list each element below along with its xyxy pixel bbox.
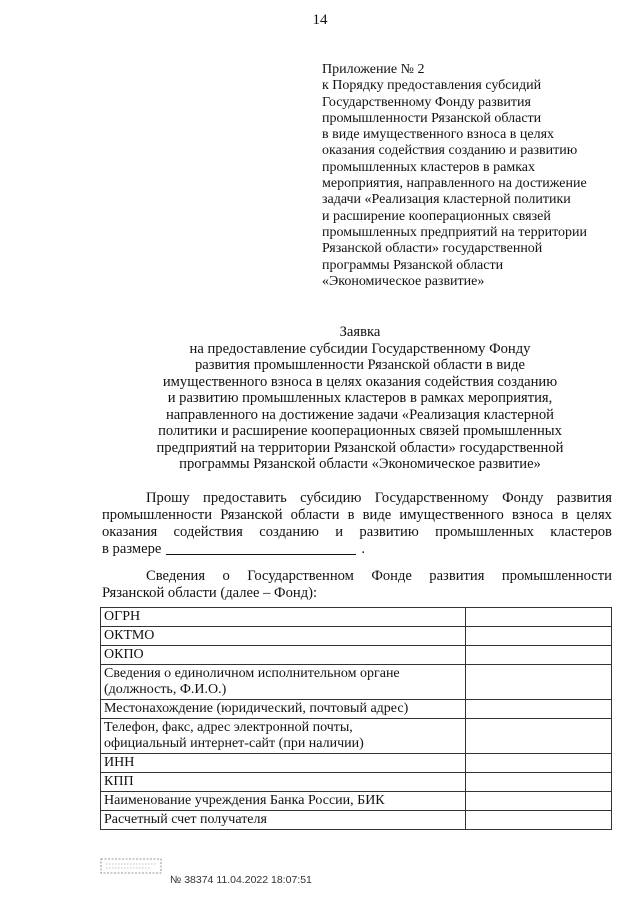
word: Рязанской xyxy=(220,507,283,523)
row-label xyxy=(101,627,466,646)
word: Сведения xyxy=(146,568,206,584)
info-line-2: Рязанской области (далее – Фонд): xyxy=(102,585,318,601)
row-label-line: КПП xyxy=(104,774,134,789)
word: Государственному xyxy=(374,490,489,506)
table-row xyxy=(101,700,612,719)
paragraph-line xyxy=(102,490,612,507)
word: содействия xyxy=(173,524,243,540)
table-row xyxy=(101,608,612,627)
word: Государственном xyxy=(247,568,354,584)
row-value-cell xyxy=(466,719,612,754)
row-value-cell xyxy=(466,700,612,719)
word: и xyxy=(335,524,344,540)
table-row xyxy=(101,665,612,700)
appendix-line: задачи «Реализация кластерной политики xyxy=(322,192,571,208)
title-heading: Заявка xyxy=(339,324,381,340)
word: предоставить xyxy=(203,490,287,506)
word: взноса xyxy=(511,507,554,523)
title-line: политики и расширение кооперационных связей промышленных xyxy=(158,423,562,439)
appendix-line: промышленных кластеров в рамках xyxy=(322,159,536,175)
word: в xyxy=(347,507,355,523)
paragraph-line xyxy=(102,524,612,541)
table-row xyxy=(101,811,612,830)
appendix-line: оказания содействия созданию и развитию xyxy=(322,143,578,159)
row-label-line: Сведения о единоличном исполнительном органе xyxy=(104,666,400,681)
row-label-line: ОКПО xyxy=(104,647,144,662)
title-line: на предоставление субсидии Государственному Фонду xyxy=(189,340,531,357)
word: Фонде xyxy=(371,568,412,584)
table-row xyxy=(101,627,612,646)
appendix-line: «Экономическое развитие» xyxy=(322,273,485,289)
word: оказания xyxy=(102,524,158,540)
word: развития xyxy=(556,490,612,506)
row-value-cell xyxy=(466,627,612,646)
row-label xyxy=(101,811,466,830)
title-line: программы Рязанской области «Экономическое развитие» xyxy=(179,456,541,472)
row-label-line: Телефон, факс, адрес электронной почты, xyxy=(104,720,353,735)
row-value-cell xyxy=(466,754,612,773)
word: промышленности xyxy=(102,507,213,523)
row-label xyxy=(101,665,466,700)
word: Прошу xyxy=(146,490,190,506)
appendix-line: в виде имущественного взноса в целях xyxy=(322,127,555,143)
registration-datetime: 11.04.2022 18:07:51 xyxy=(216,874,312,886)
row-label xyxy=(101,700,466,719)
table-row xyxy=(101,646,612,665)
word: имущественного xyxy=(399,507,504,523)
row-value-cell xyxy=(466,646,612,665)
table-row xyxy=(101,754,612,773)
title-line: направленного на достижение задачи «Реализация кластерной xyxy=(166,406,554,423)
appendix-header xyxy=(322,62,622,290)
title-line: развития промышленности Рязанской области в виде xyxy=(194,357,526,373)
table-row xyxy=(101,773,612,792)
footer-registration xyxy=(170,874,312,886)
row-label xyxy=(101,646,466,665)
row-value-cell xyxy=(466,773,612,792)
table-row xyxy=(101,719,612,754)
appendix-line: Приложение № 2 xyxy=(322,62,425,77)
appendix-line: программы Рязанской области xyxy=(322,257,504,273)
registration-number: 38374 xyxy=(184,874,214,886)
paragraph-line xyxy=(102,507,612,524)
paragraph-line xyxy=(102,568,612,585)
appendix-line: мероприятия, направленного на достижение xyxy=(322,176,587,192)
word: области xyxy=(290,507,340,523)
appendix-line: Государственному Фонду развития xyxy=(322,94,531,110)
application-title xyxy=(100,324,620,473)
word: в xyxy=(561,507,569,523)
row-label xyxy=(101,608,466,627)
row-value-cell xyxy=(466,811,612,830)
row-label-line: ИНН xyxy=(104,755,135,770)
info-paragraph xyxy=(102,568,612,602)
row-label xyxy=(101,754,466,773)
title-line: предприятий на территории Рязанской области» государственной xyxy=(156,439,564,456)
row-label-line: Местонахождение (юридический, почтовый адрес) xyxy=(104,701,409,716)
word: промышленных xyxy=(435,524,534,540)
word: субсидию xyxy=(300,490,362,506)
fund-info-table xyxy=(100,607,612,830)
row-label-line: официальный интернет-сайт (при наличии) xyxy=(104,736,364,751)
title-line: имущественного взноса в целях оказания содействия созданию xyxy=(162,373,558,390)
page-number: 14 xyxy=(312,12,328,28)
row-value-cell xyxy=(466,608,612,627)
word: развития xyxy=(429,568,485,584)
appendix-line: промышленных предприятий на территории xyxy=(322,224,587,240)
word: кластеров xyxy=(550,524,612,540)
word: целях xyxy=(576,507,612,523)
amount-label: в размере xyxy=(102,541,162,557)
word: виде xyxy=(362,507,392,523)
title-line: и развитию промышленных кластеров в рамках мероприятия, xyxy=(167,390,553,406)
row-label xyxy=(101,719,466,754)
row-label-line: (должность, Ф.И.О.) xyxy=(104,682,227,697)
row-value-cell xyxy=(466,665,612,700)
row-label-line: Расчетный счет получателя xyxy=(104,812,267,827)
appendix-line: Рязанской области» государственной xyxy=(322,241,543,257)
appendix-line: промышленности Рязанской области xyxy=(322,110,542,126)
document-symbol-icon: № xyxy=(170,874,182,886)
word: созданию xyxy=(259,524,319,540)
row-label-line: ОКТМО xyxy=(104,628,155,643)
word: промышленности xyxy=(501,568,612,584)
word: развитию xyxy=(359,524,419,540)
row-label xyxy=(101,792,466,811)
word: о xyxy=(222,568,230,584)
row-label-line: Наименование учреждения Банка России, БИК xyxy=(104,793,385,808)
appendix-line: к Порядку предоставления субсидий xyxy=(322,78,542,94)
row-label-line: ОГРН xyxy=(104,609,141,624)
period: . xyxy=(361,541,366,557)
word: Фонду xyxy=(502,490,544,506)
row-label xyxy=(101,773,466,792)
table-row xyxy=(101,792,612,811)
amount-blank xyxy=(166,541,356,555)
row-value-cell xyxy=(466,792,612,811)
request-paragraph xyxy=(102,490,612,558)
appendix-line: и расширение кооперационных связей xyxy=(322,208,551,224)
registration-stamp xyxy=(100,858,162,874)
